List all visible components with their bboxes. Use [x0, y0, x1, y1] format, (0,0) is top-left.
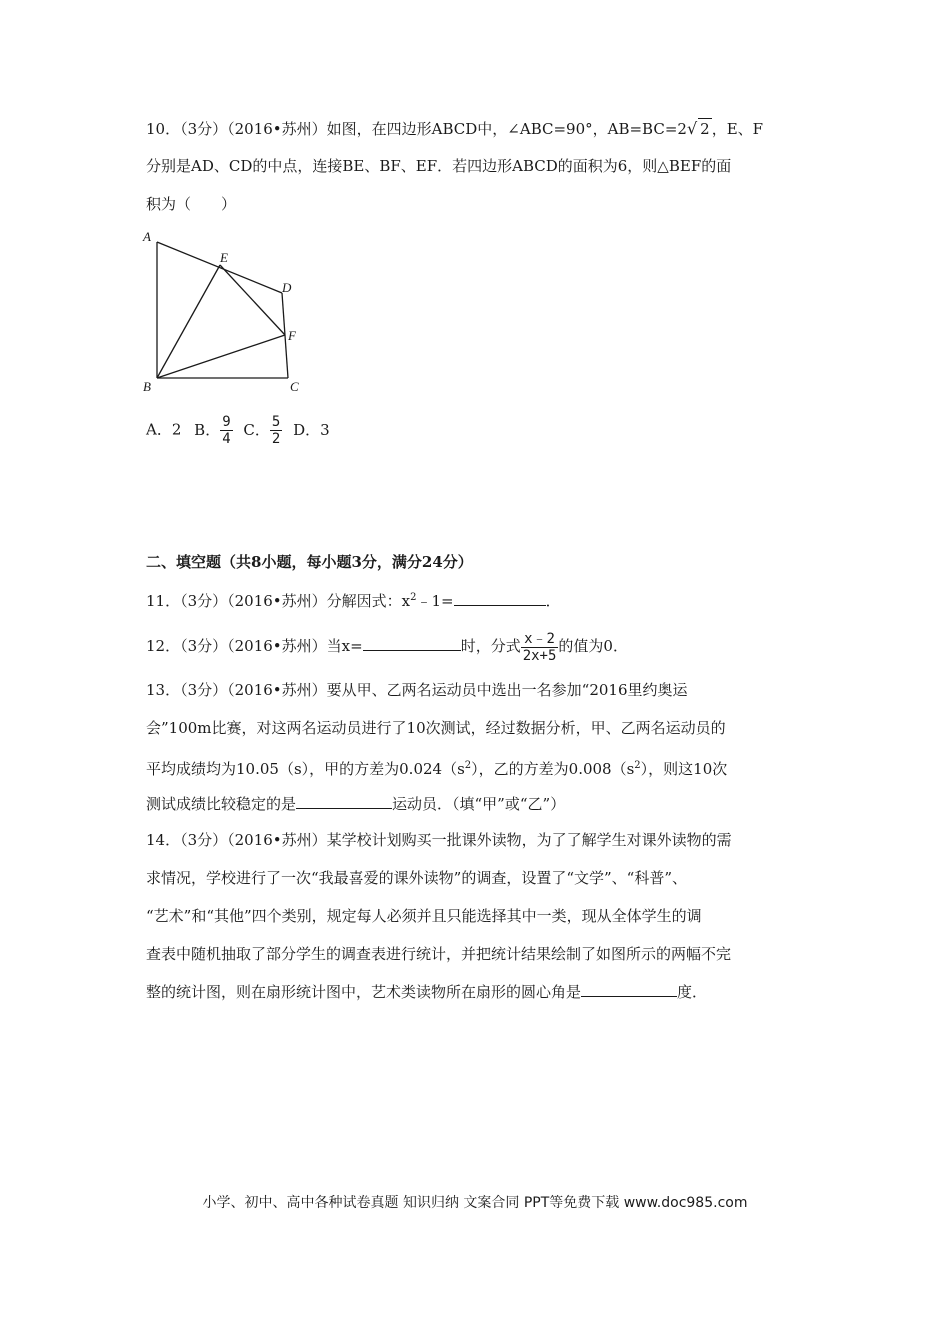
q10-text-a: 10．（3分）（2016•苏州）如图，在四边形ABCD中，∠ABC=90°，AB=BC=2 [146, 120, 687, 138]
q12-answer-blank [363, 636, 461, 651]
q12-text-c: 的值为0． [558, 637, 628, 655]
q12-text-b: 时，分式 [460, 637, 521, 655]
q10-line-1: 10．（3分）（2016•苏州）如图，在四边形ABCD中，∠ABC=90°，AB=BC=2√ 2 ，E、F [146, 119, 764, 138]
q12-fraction: $\frac{x﹣2}{2x+5}$ [522, 630, 557, 664]
q14-line-1: 14．（3分）（2016•苏州）某学校计划购买一批课外读物，为了了解学生对课外读物的需 [146, 831, 732, 849]
q11-line [146, 588, 561, 611]
option-b-fraction: $\frac{9}{4}$ [222, 414, 231, 447]
option-a: A．2 [146, 420, 182, 439]
q14-line-3: “艺术”和“其他”四个类别，规定每人必须并且只能选择其中一类，现从全体学生的调 [146, 907, 702, 925]
option-c-fraction: $\frac{5}{2}$ [271, 414, 281, 447]
q13-answer-blank [296, 794, 392, 809]
q10-sqrt-value: 2 [700, 120, 710, 138]
segment-ef [220, 265, 285, 335]
q11-text-c: ． [545, 592, 561, 610]
q10-text-b: ，E、F [711, 120, 764, 138]
q11-exponent: 2 [410, 592, 417, 603]
q14-answer-blank [581, 982, 677, 997]
segment-be [157, 265, 220, 378]
q11-answer-blank [454, 591, 546, 606]
section-heading: 二、填空题（共8小题，每小题3分，满分24分） [146, 553, 473, 571]
label-c: C [290, 379, 299, 394]
q10-line-2: 分别是AD、CD的中点，连接BE、BF、EF．若四边形ABCD的面积为6，则△BEF的面 [146, 157, 732, 175]
q14-line-5: 整的统计图，则在扇形统计图中，艺术类读物所在扇形的圆心角是 度． [146, 983, 708, 1001]
q13-line-4: 测试成绩比较稳定的是 运动员．（填“甲”或“乙”） [146, 795, 566, 813]
segment-bf [157, 335, 285, 378]
label-b: B [143, 379, 151, 394]
label-f: F [288, 328, 296, 343]
q10-line-3: 积为（ ） [146, 195, 237, 213]
label-a: A [143, 229, 151, 244]
q11-text-a: 11．（3分）（2016•苏州）分解因式：x [146, 592, 411, 610]
option-c-prefix: C． [243, 420, 270, 439]
q14-line-4: 查表中随机抽取了部分学生的调查表进行统计，并把统计结果绘制了如图所示的两幅不完 [146, 945, 732, 963]
q13-line-2: 会”100m比赛，对这两名运动员进行了10次测试，经过数据分析，甲、乙两名运动员的 [146, 719, 726, 737]
option-d: D．3 [293, 420, 330, 439]
page-footer: 小学、初中、高中各种试卷真题 知识归纳 文案合同 PPT等免费下载 www.doc985.com [202, 1195, 748, 1211]
label-d: D [282, 280, 292, 295]
q12-line [146, 626, 628, 666]
q14-line-2: 求情况，学校进行了一次“我最喜爱的课外读物”的调查，设置了“文学”、“科普”、 [146, 869, 688, 887]
q13-line-3: 平均成绩均为10.05（s），甲的方差为$0.024(s^2)$，乙的方差为$0.008(s^2)$，则这10次 [146, 760, 728, 778]
q10-options [146, 414, 330, 447]
label-e: E [220, 250, 228, 265]
option-b-prefix: B． [194, 420, 221, 439]
q13-line-1: 13．（3分）（2016•苏州）要从甲、乙两名运动员中选出一名参加“2016里约奥运 [146, 681, 688, 699]
quadrilateral-figure [138, 225, 313, 395]
q11-text-b: ﹣1= [416, 592, 454, 610]
q12-text-a: 12．（3分）（2016•苏州）当x= [146, 637, 363, 655]
